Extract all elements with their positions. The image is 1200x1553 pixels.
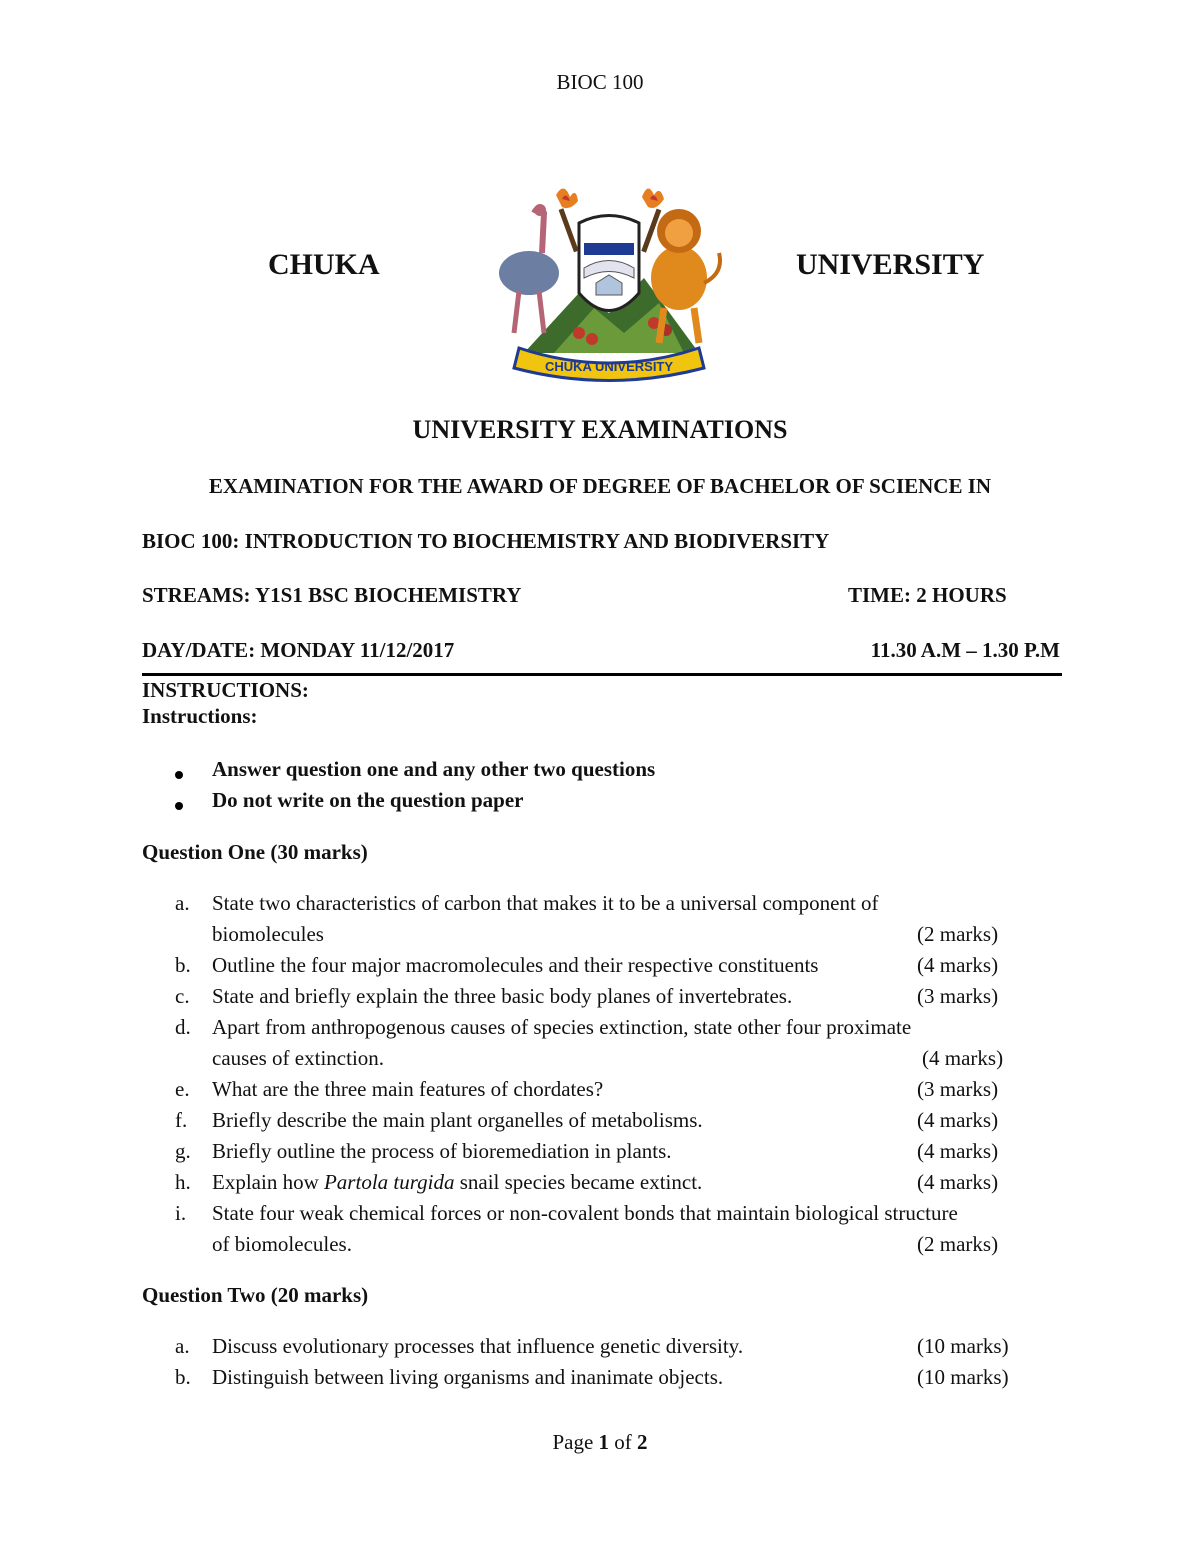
question-letter: b.	[175, 953, 191, 977]
question-letter: e.	[175, 1077, 190, 1101]
exam-date: DAY/DATE: MONDAY 11/12/2017	[142, 638, 455, 662]
instructions-heading: Instructions:	[142, 704, 258, 728]
page-word: Page	[552, 1430, 599, 1454]
bullet-icon	[175, 797, 183, 815]
crest-emblem-icon	[484, 183, 734, 383]
header-divider	[142, 673, 1062, 676]
question-text: Outline the four major macromolecules and their respective constituents	[212, 953, 819, 977]
question-marks: (4 marks)	[917, 953, 999, 977]
university-name-right: UNIVERSITY	[796, 248, 985, 281]
question-text: State and briefly explain the three basic body planes of invertebrates.	[212, 984, 793, 1008]
question-text: Apart from anthropogenous causes of species extinction, state other four proximate	[212, 1015, 912, 1039]
question-one-heading: Question One (30 marks)	[142, 840, 368, 864]
streams-label: STREAMS: Y1S1 BSC BIOCHEMISTRY	[142, 583, 522, 607]
question-letter: i.	[175, 1201, 187, 1225]
question-letter: g.	[175, 1139, 191, 1163]
question-letter: c.	[175, 984, 190, 1008]
course-title: BIOC 100: INTRODUCTION TO BIOCHEMISTRY AND BIODIVERSITY	[142, 529, 830, 553]
exam-title: UNIVERSITY EXAMINATIONS	[412, 415, 788, 444]
bullet-icon	[175, 766, 183, 784]
question-letter: b.	[175, 1365, 191, 1389]
question-letter: d.	[175, 1015, 191, 1039]
question-text: Briefly describe the main plant organelles of metabolisms.	[212, 1108, 703, 1132]
instructions-heading-caps: INSTRUCTIONS:	[142, 678, 309, 702]
question-letter: h.	[175, 1170, 191, 1194]
instruction-bullet-1: Answer question one and any other two questions	[212, 757, 656, 781]
question-letter: a.	[175, 891, 190, 915]
question-marks: (3 marks)	[917, 984, 999, 1008]
exam-duration: TIME: 2 HOURS	[848, 583, 1007, 607]
question-marks: (10 marks)	[917, 1334, 1009, 1358]
university-name-left: CHUKA	[268, 248, 380, 281]
question-marks: (2 marks)	[917, 1232, 999, 1256]
question-text: State four weak chemical forces or non-covalent bonds that maintain biological structure	[212, 1201, 958, 1225]
question-letter: a.	[175, 1334, 190, 1358]
page-number	[0, 1430, 1200, 1455]
question-letter: f.	[175, 1108, 188, 1132]
award-line: EXAMINATION FOR THE AWARD OF DEGREE OF BACHELOR OF SCIENCE IN	[208, 474, 992, 498]
question-text: Discuss evolutionary processes that influence genetic diversity.	[212, 1334, 744, 1358]
crest-banner-text: CHUKA UNIVERSITY	[544, 359, 674, 374]
question-text: Distinguish between living organisms and inanimate objects.	[212, 1365, 724, 1389]
question-text: What are the three main features of chordates?	[212, 1077, 604, 1101]
university-crest-logo	[484, 183, 734, 383]
question-marks: (2 marks)	[917, 922, 999, 946]
exam-time-range: 11.30 A.M – 1.30 P.M	[870, 638, 1060, 662]
question-marks: (10 marks)	[917, 1365, 1009, 1389]
question-text: State two characteristics of carbon that makes it to be a universal component of	[212, 891, 879, 915]
question-text: biomolecules	[212, 922, 324, 946]
species-name: Partola turgida	[323, 1170, 455, 1194]
instruction-bullet-2: Do not write on the question paper	[212, 788, 524, 812]
question-marks: (4 marks)	[917, 1139, 999, 1163]
question-text-pre: Explain how	[212, 1170, 324, 1194]
question-marks: (4 marks)	[922, 1046, 1004, 1070]
question-marks: (4 marks)	[917, 1170, 999, 1194]
question-marks: (4 marks)	[917, 1108, 999, 1132]
question-text: causes of extinction.	[212, 1046, 385, 1070]
course-code-header: BIOC 100	[556, 70, 644, 94]
question-two-heading: Question Two (20 marks)	[142, 1283, 369, 1307]
question-text	[212, 1170, 702, 1195]
question-text: of biomolecules.	[212, 1232, 352, 1256]
question-text: Briefly outline the process of bioremediation in plants.	[212, 1139, 672, 1163]
current-page: 1	[598, 1430, 610, 1454]
question-marks: (3 marks)	[917, 1077, 999, 1101]
total-pages: 2	[637, 1430, 648, 1454]
question-text-post: snail species became extinct.	[454, 1170, 703, 1194]
of-word: of	[609, 1430, 638, 1454]
